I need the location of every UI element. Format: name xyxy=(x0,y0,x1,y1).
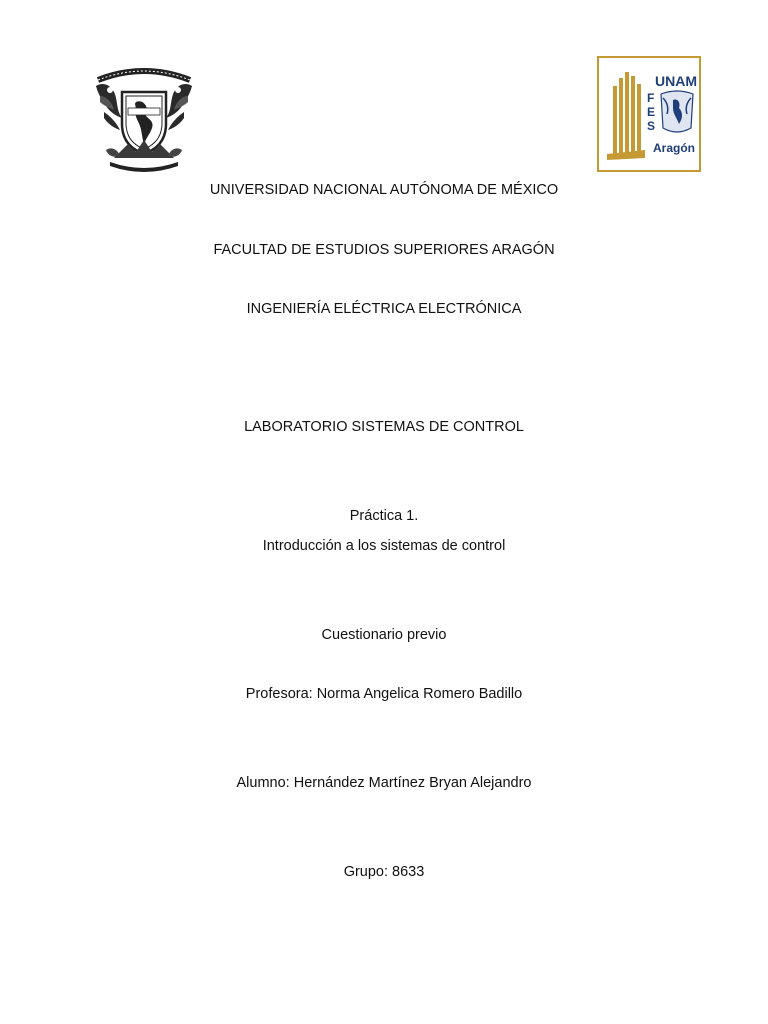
document-type: Cuestionario previo xyxy=(321,627,447,643)
practice-number: Práctica 1. xyxy=(349,508,419,524)
svg-text:F: F xyxy=(647,91,655,105)
group-number: Grupo: 8633 xyxy=(343,864,425,880)
unam-coat-of-arms-logo xyxy=(92,66,196,174)
unam-mini-seal-icon xyxy=(661,91,693,132)
faculty-name: FACULTAD DE ESTUDIOS SUPERIORES ARAGÓN xyxy=(213,242,555,258)
university-name: UNIVERSIDAD NACIONAL AUTÓNOMA DE MÉXICO xyxy=(209,182,559,198)
student-name: Alumno: Hernández Martínez Bryan Alejandro xyxy=(236,775,532,791)
svg-text:E: E xyxy=(647,105,656,119)
subject-name: LABORATORIO SISTEMAS DE CONTROL xyxy=(244,419,524,435)
fes-aragon-logo xyxy=(597,56,701,172)
career-name: INGENIERÍA ELÉCTRICA ELECTRÓNICA xyxy=(246,301,522,317)
fes-aragon-icon xyxy=(599,58,699,170)
practice-title: Introducción a los sistemas de control xyxy=(262,538,506,554)
svg-text:Aragón: Aragón xyxy=(653,141,695,155)
svg-text:UNAM: UNAM xyxy=(655,73,697,89)
professor-name: Profesora: Norma Angelica Romero Badillo xyxy=(245,686,523,702)
fes-vertical-text xyxy=(647,91,655,133)
unam-seal-icon xyxy=(92,66,196,174)
svg-text:S: S xyxy=(647,119,656,133)
